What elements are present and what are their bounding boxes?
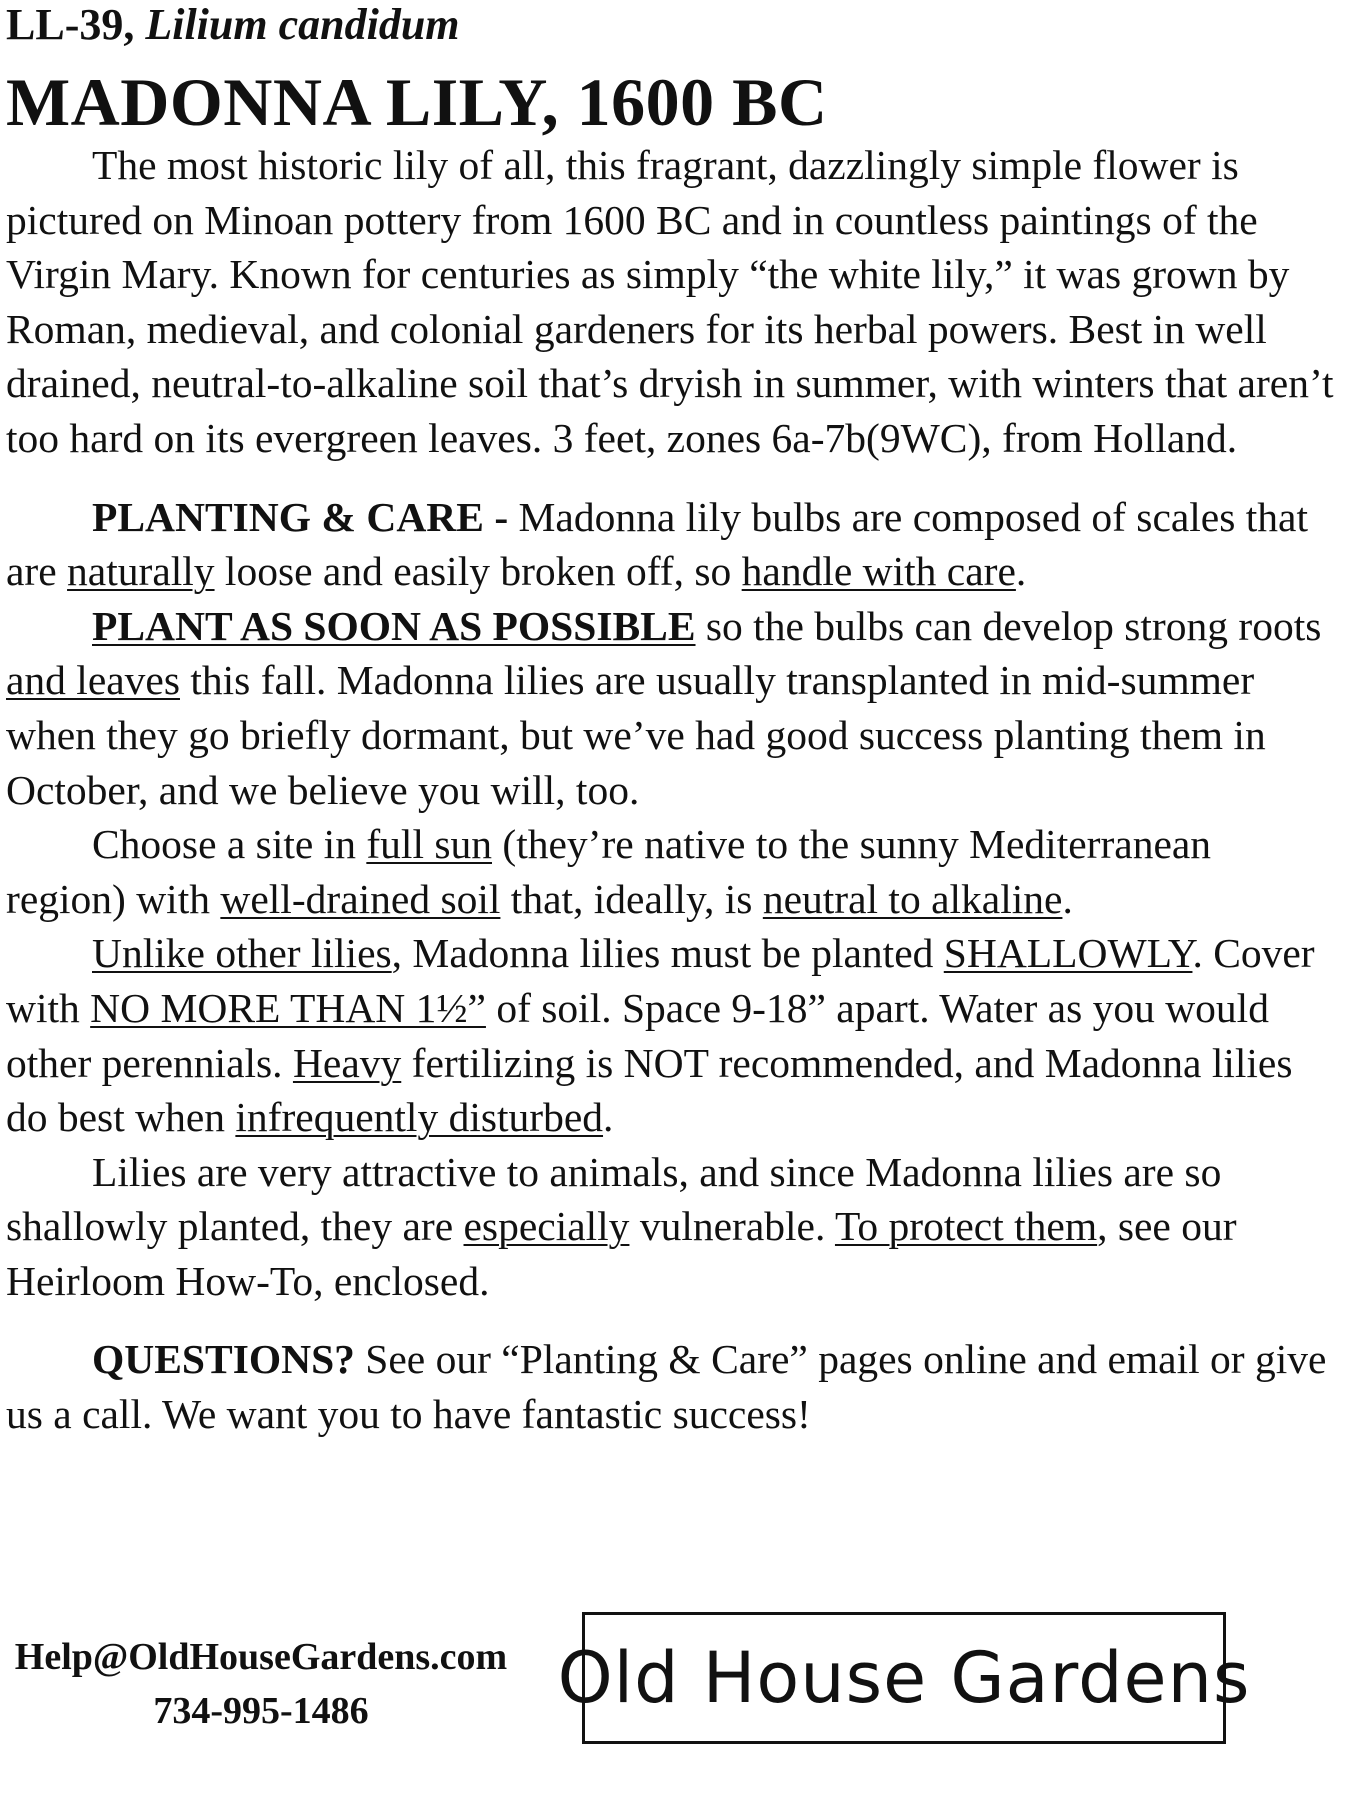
care-paragraph-3: Choose a site in full sun (they’re native to the sunny Mediterranean region) with well-drained soil that, ideally, is neutral to alkaline. <box>6 821 1212 922</box>
contact-email: Help@OldHouseGardens.com <box>14 1636 508 1678</box>
description-paragraph: The most historic lily of all, this fragrant, dazzlingly simple flower is pictured on Minoan pottery from 1600 BC and in countless paintings of the Virgin Mary. Known for centuries as simply “the white lily,” it was grown by Roman, medieval, and colonial gardeners for its herbal powers. Best in well drained, neutral-to-alkaline soil that’s dryish in summer, with winters that aren’t too hard on its evergreen leaves. 3 feet, zones 6a-7b(9WC), from Holland. <box>6 142 1334 461</box>
contact-block <box>6 1630 516 1738</box>
care-paragraph-4: Unlike other lilies, Madonna lilies must be planted SHALLOWLY. Cover with NO MORE THAN 1½” of soil. Space 9-18” apart. Water as you would other perennials. Heavy fertilizing is NOT recommended, and Madonna lilies do best when infrequently disturbed. <box>6 930 1315 1141</box>
product-code-line <box>6 0 460 50</box>
product-code: LL-39, <box>6 0 135 49</box>
page-title: MADONNA LILY, 1600 BC <box>6 64 828 140</box>
contact-phone: 734-995-1486 <box>153 1690 369 1732</box>
questions-paragraph: QUESTIONS? See our “Planting & Care” pages online and email or give us a call. We want you to have fantastic success! <box>6 1336 1327 1438</box>
care-paragraph-1: PLANTING & CARE - Madonna lily bulbs are composed of scales that are naturally loose and easily broken off, so handle with care. <box>6 493 1308 595</box>
care-heading: PLANTING & CARE - <box>92 493 509 540</box>
care-paragraph-5: Lilies are very attractive to animals, and since Madonna lilies are so shallowly planted, they are especially vulnerable. To protect them, see our Heirloom How-To, enclosed. <box>6 1148 1237 1304</box>
body-text <box>6 138 1334 1442</box>
questions-heading: QUESTIONS? <box>92 1336 355 1383</box>
species-name: Lilium candidum <box>145 0 460 49</box>
brand-logo <box>557 1612 1251 1744</box>
care-paragraph-2: PLANT AS SOON AS POSSIBLE so the bulbs can develop strong roots and leaves this fall. Madonna lilies are usually transplanted in mid-summer when they go briefly dormant, but we’ve had good success planting them in October, and we believe you will, too. <box>6 602 1322 813</box>
brand-logo-text: Old House Gardens <box>557 1637 1251 1719</box>
